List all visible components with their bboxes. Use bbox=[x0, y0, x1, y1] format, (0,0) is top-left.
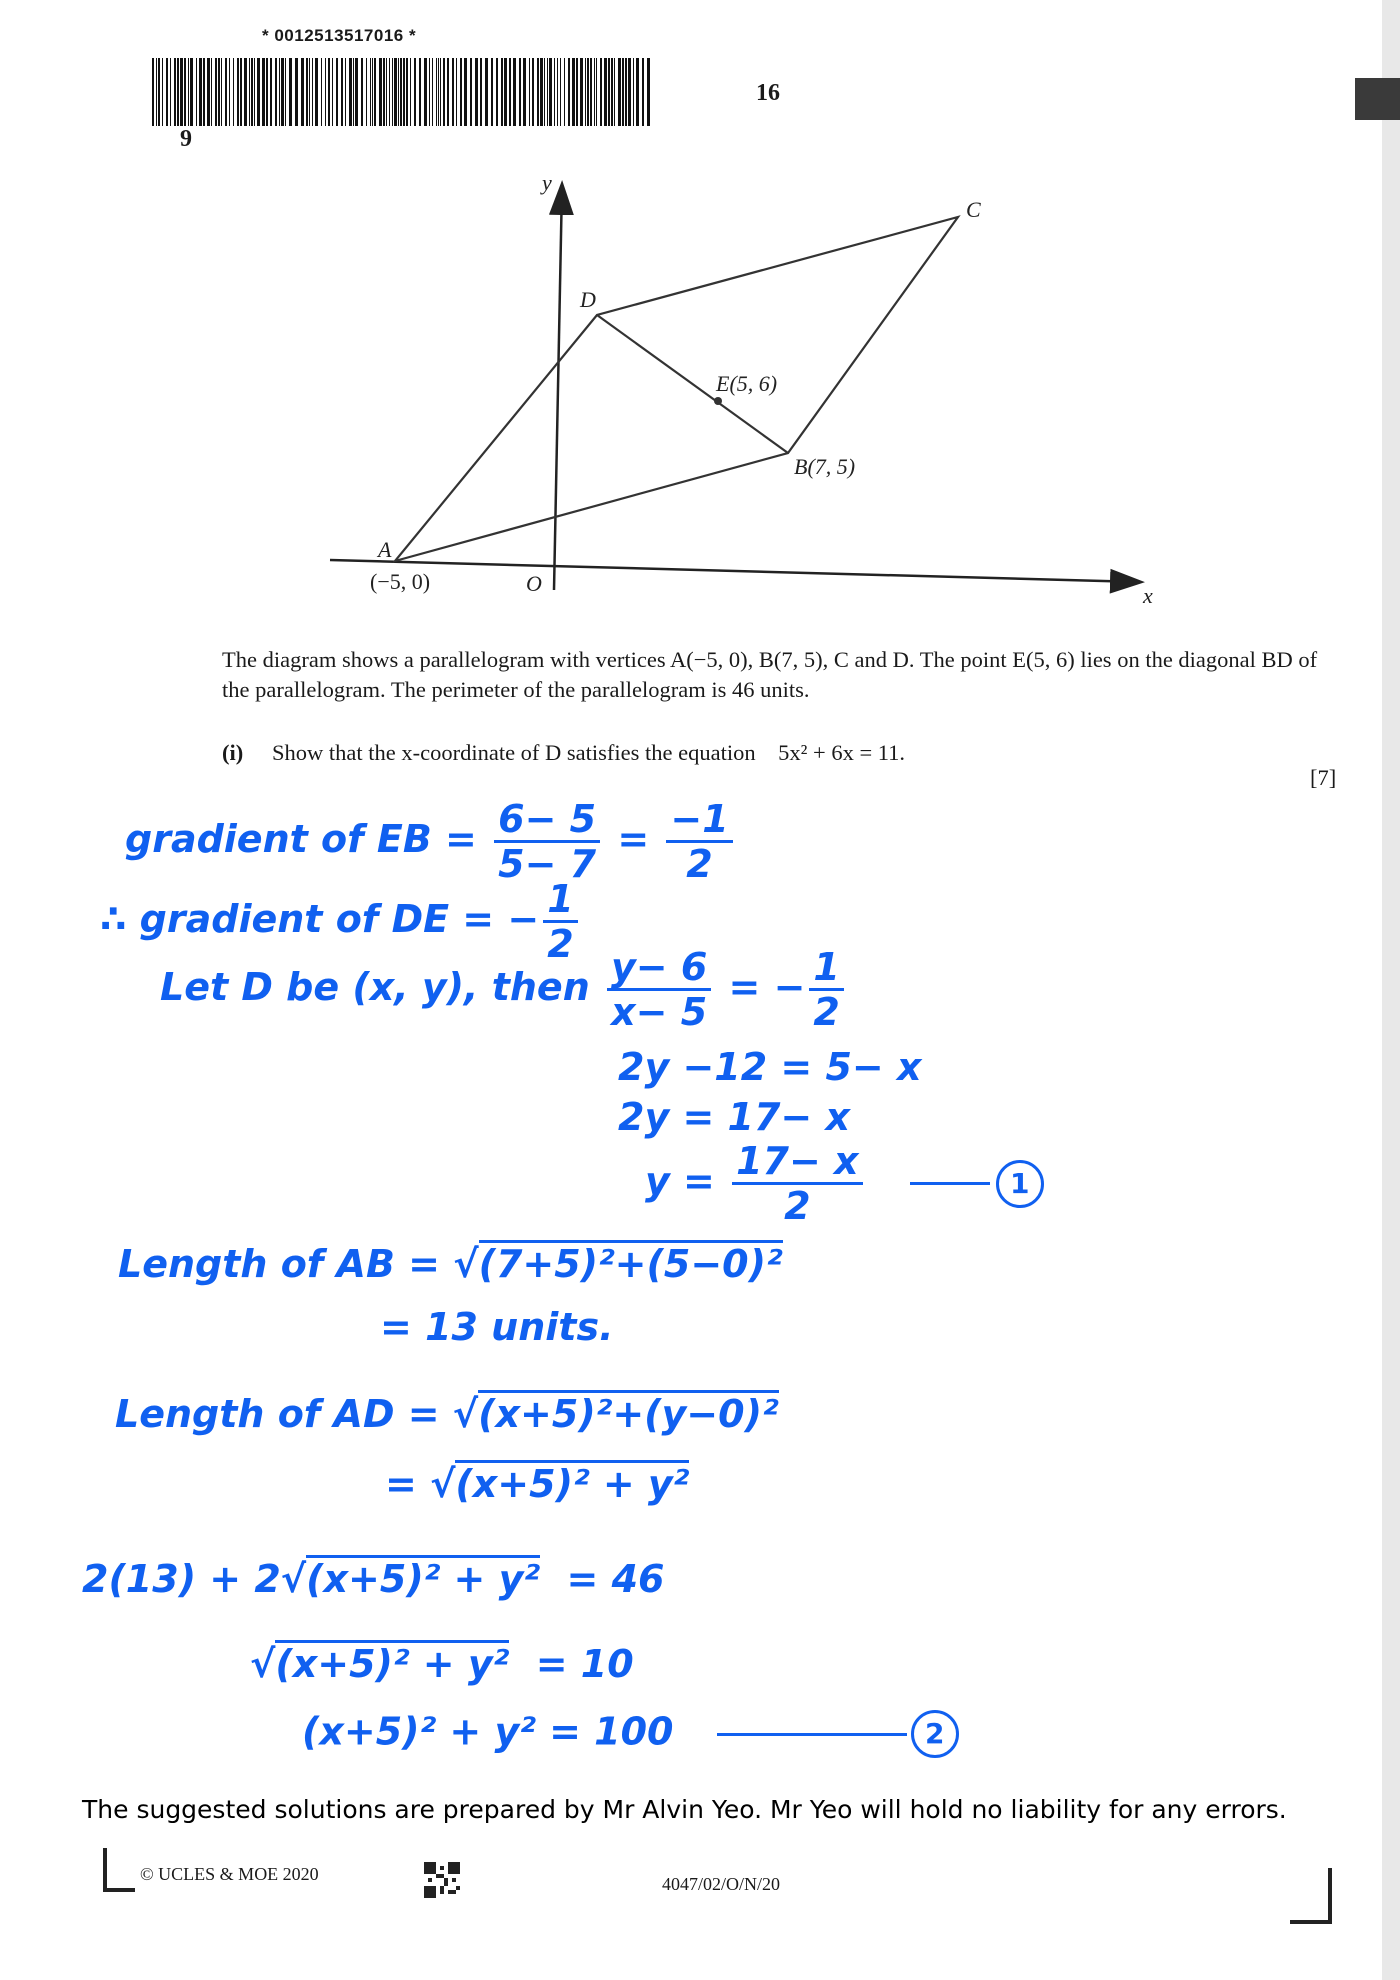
l1-fraction bbox=[494, 797, 600, 886]
solution-line-4: 2y −12 = 5− x bbox=[618, 1045, 922, 1089]
l2-num: 1 bbox=[543, 880, 577, 923]
l1-eq: = bbox=[617, 817, 650, 861]
question-number: 9 bbox=[180, 126, 192, 152]
solution-line-9: Length of AD = √(x+5)²+(y−0)² bbox=[115, 1392, 779, 1436]
x-axis bbox=[330, 560, 1140, 582]
label-b: B(7, 5) bbox=[794, 454, 856, 479]
qr-code-image bbox=[424, 1862, 460, 1898]
label-x: x bbox=[1143, 583, 1153, 608]
solution-line-13 bbox=[302, 1710, 959, 1758]
l7-text: Length of AB = bbox=[118, 1242, 440, 1286]
l3-result bbox=[809, 945, 843, 1034]
paper-code: 4047/02/O/N/20 bbox=[662, 1874, 781, 1894]
part-text: Show that the x-coordinate of D satisfies the equation bbox=[272, 740, 756, 765]
l2-den: 2 bbox=[547, 922, 574, 966]
solution-line-3 bbox=[160, 945, 848, 1034]
l3-eq: = − bbox=[728, 965, 806, 1009]
l10-text: = bbox=[385, 1462, 417, 1506]
marks-allocation: [7] bbox=[1310, 765, 1337, 790]
solution-line-12: √(x+5)² + y² = 10 bbox=[250, 1642, 634, 1686]
solution-line-1 bbox=[125, 797, 737, 886]
l6-text: y = bbox=[645, 1159, 715, 1203]
equation-tag-2: 2 bbox=[911, 1710, 959, 1758]
l6-dash bbox=[910, 1182, 990, 1185]
solution-line-5: 2y = 17− x bbox=[618, 1095, 850, 1139]
solution-line-10: = √(x+5)² + y² bbox=[385, 1462, 690, 1506]
label-c: C bbox=[966, 197, 981, 222]
part-equation: 5x² + 6x = 11. bbox=[778, 740, 906, 765]
l7-root: (7+5)²+(5−0)² bbox=[478, 1242, 783, 1286]
l6-num: 17− x bbox=[732, 1142, 862, 1185]
l1-rden: 2 bbox=[686, 842, 713, 886]
l1-rnum: −1 bbox=[666, 800, 732, 843]
point-e bbox=[714, 397, 722, 405]
l9-text: Length of AD = bbox=[115, 1392, 440, 1436]
label-e: E(5, 6) bbox=[716, 371, 778, 396]
l12-suffix: = 10 bbox=[535, 1642, 634, 1686]
l11-text: 2(13) + 2 bbox=[82, 1557, 281, 1601]
l3-num: y− 6 bbox=[607, 948, 711, 991]
l3-fraction bbox=[607, 945, 711, 1034]
label-a-coords: (−5, 0) bbox=[370, 569, 431, 594]
label-d: D bbox=[580, 287, 596, 312]
l3-rden: 2 bbox=[813, 990, 840, 1034]
l1-den: 5− 7 bbox=[498, 842, 597, 886]
l3-rnum: 1 bbox=[809, 948, 843, 991]
label-origin: O bbox=[526, 571, 542, 596]
solution-line-8: = 13 units. bbox=[380, 1305, 614, 1349]
label-a: A bbox=[378, 537, 392, 562]
page-number: 16 bbox=[756, 80, 780, 106]
l6-den: 2 bbox=[784, 1184, 811, 1228]
corner-mark-right bbox=[1290, 1868, 1332, 1924]
part-label: (i) bbox=[222, 740, 244, 765]
question-part-i bbox=[222, 740, 1342, 766]
solution-line-11: 2(13) + 2√(x+5)² + y² = 46 bbox=[82, 1557, 665, 1601]
l2-text: ∴ gradient of DE = − bbox=[100, 897, 540, 941]
barcode-number: * 0012513517016 * bbox=[262, 26, 417, 45]
label-y: y bbox=[542, 170, 552, 195]
l3-text: Let D be (x, y), then bbox=[160, 965, 590, 1009]
equation-tag-1: 1 bbox=[996, 1160, 1044, 1208]
parallelogram-diagram bbox=[310, 165, 1170, 615]
y-axis bbox=[554, 185, 562, 590]
solution-line-6 bbox=[645, 1139, 1044, 1228]
l13-text: (x+5)² + y² = 100 bbox=[302, 1709, 674, 1754]
parallelogram-abcd bbox=[395, 217, 958, 561]
l1-text: gradient of EB = bbox=[125, 817, 477, 861]
l1-result bbox=[666, 797, 732, 886]
l13-dash bbox=[717, 1733, 907, 1736]
solution-line-7: Length of AB = √(7+5)²+(5−0)² bbox=[118, 1242, 783, 1286]
page-edge-shadow bbox=[1382, 0, 1400, 1980]
copyright-text: © UCLES & MOE 2020 bbox=[140, 1864, 319, 1884]
disclaimer-text: The suggested solutions are prepared by Mr Alvin Yeo. Mr Yeo will hold no liability for any errors. bbox=[82, 1795, 1287, 1824]
l3-den: x− 5 bbox=[611, 990, 708, 1034]
l1-num: 6− 5 bbox=[494, 800, 600, 843]
l10-root: (x+5)² + y² bbox=[455, 1462, 690, 1506]
l11-suffix: = 46 bbox=[566, 1557, 665, 1601]
l11-root: (x+5)² + y² bbox=[306, 1557, 541, 1601]
question-stem: The diagram shows a parallelogram with vertices A(−5, 0), B(7, 5), C and D. The point E(5, 6) lies on the diagonal BD of the parallelogram. The perimeter of the parallelogram is 46 units. bbox=[222, 647, 1318, 702]
corner-mark-left bbox=[103, 1848, 135, 1892]
l12-root: (x+5)² + y² bbox=[275, 1642, 510, 1686]
barcode-image bbox=[152, 58, 652, 126]
page-marker-tab bbox=[1355, 78, 1400, 120]
l9-root: (x+5)²+(y−0)² bbox=[478, 1392, 779, 1436]
l6-fraction bbox=[732, 1139, 862, 1228]
